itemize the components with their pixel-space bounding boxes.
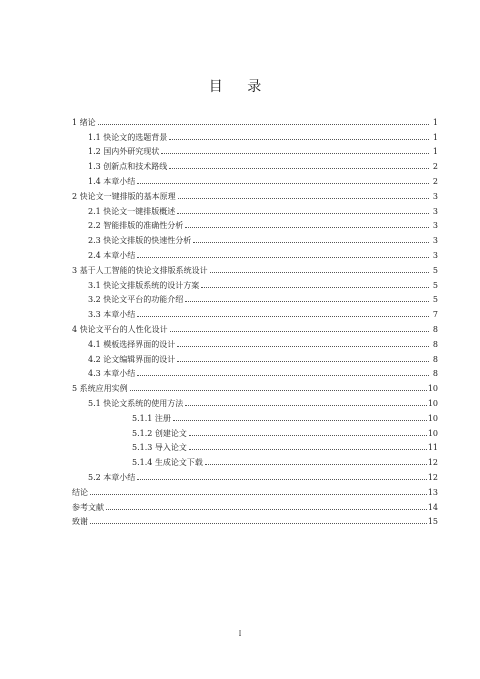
- dot-leader: [169, 139, 429, 140]
- toc-entry-number: 3.2: [88, 295, 104, 305]
- toc-entry-label: 系统应用实例: [79, 384, 128, 394]
- toc-entry[interactable]: [72, 186, 438, 201]
- toc-entry-page: 8: [432, 339, 438, 349]
- dot-leader: [185, 227, 429, 228]
- toc-entry[interactable]: [72, 290, 438, 305]
- toc-entry-label: 快论文排版系统的设计方案: [103, 280, 200, 290]
- toc-entry-page: 1: [432, 117, 438, 127]
- toc-entry[interactable]: [72, 512, 438, 527]
- toc-entry-number: 2.4: [88, 250, 104, 260]
- toc-entry[interactable]: [72, 467, 438, 482]
- toc-entry-number: 5.1.2: [132, 428, 155, 438]
- toc-entry-page: 12: [427, 472, 438, 482]
- toc-entry[interactable]: [72, 216, 438, 231]
- toc-entry-page: 15: [427, 517, 438, 527]
- dot-leader: [98, 124, 429, 125]
- toc-entry-number: 2.2: [88, 221, 104, 231]
- toc-entry-number: 4: [72, 324, 80, 334]
- toc-entry[interactable]: [72, 319, 438, 334]
- toc-entry-page: 8: [432, 324, 438, 334]
- toc-entry[interactable]: [72, 438, 438, 453]
- toc-entry-page: 8: [432, 369, 438, 379]
- toc-entry-label: 致谢: [72, 517, 88, 527]
- toc-entry-page: 8: [432, 354, 438, 364]
- toc-entry[interactable]: [72, 127, 438, 142]
- toc-entry-label: 基于人工智能的快论文排版系统设计: [79, 265, 208, 275]
- dot-leader: [173, 420, 427, 421]
- toc-entry[interactable]: [72, 378, 438, 393]
- toc-entry-label: 本章小结: [103, 369, 136, 379]
- toc-entry-page: 1: [432, 147, 438, 157]
- toc-entry-label: 国内外研究现状: [103, 147, 160, 157]
- toc-entry-label: 生成论文下载: [154, 458, 203, 468]
- table-of-contents: [72, 112, 438, 526]
- dot-leader: [106, 509, 427, 510]
- toc-entry-number: 1.3: [88, 162, 104, 172]
- dot-leader: [177, 361, 429, 362]
- dot-leader: [201, 287, 429, 288]
- toc-entry[interactable]: [72, 408, 438, 423]
- toc-entry[interactable]: [72, 423, 438, 438]
- dot-leader: [90, 523, 427, 524]
- toc-entry-page: 1: [432, 132, 438, 142]
- toc-entry-label: 快论文一键排版的基本原理: [79, 191, 176, 201]
- toc-entry-page: 10: [427, 428, 438, 438]
- dot-leader: [177, 213, 429, 214]
- dot-leader: [193, 242, 429, 243]
- toc-entry-page: 7: [432, 310, 438, 320]
- toc-entry-page: 2: [432, 176, 438, 186]
- toc-entry-number: 5.1.4: [132, 458, 155, 468]
- toc-entry-page: 5: [432, 280, 438, 290]
- toc-entry-number: 5.1.1: [132, 413, 155, 423]
- toc-entry-number: 1: [72, 117, 80, 127]
- toc-entry[interactable]: [72, 304, 438, 319]
- toc-entry-page: 14: [427, 502, 438, 512]
- toc-entry-number: 4.2: [88, 354, 104, 364]
- toc-entry-number: 5: [72, 384, 80, 394]
- toc-entry-number: 5.1.3: [132, 443, 155, 453]
- toc-entry-page: 3: [432, 250, 438, 260]
- toc-entry-label: 快论文平台的功能介绍: [103, 295, 184, 305]
- toc-entry-label: 智能排版的准确性分析: [103, 221, 184, 231]
- dot-leader: [210, 272, 429, 273]
- toc-entry-number: 4.1: [88, 339, 104, 349]
- toc-entry-page: 5: [432, 295, 438, 305]
- dot-leader: [137, 316, 429, 317]
- toc-entry-label: 参考文献: [72, 502, 104, 512]
- dot-leader: [161, 153, 429, 154]
- dot-leader: [177, 346, 429, 347]
- toc-entry[interactable]: [72, 275, 438, 290]
- toc-entry[interactable]: [72, 452, 438, 467]
- toc-entry-page: 2: [432, 162, 438, 172]
- toc-entry-label: 论文编辑界面的设计: [103, 354, 176, 364]
- toc-entry-page: 3: [432, 221, 438, 231]
- toc-entry-label: 快论文一键排版概述: [103, 206, 176, 216]
- dot-leader: [137, 257, 429, 258]
- dot-leader: [185, 405, 427, 406]
- toc-entry[interactable]: [72, 349, 438, 364]
- toc-entry[interactable]: [72, 201, 438, 216]
- dot-leader: [178, 198, 429, 199]
- toc-entry-number: 5.2: [88, 472, 104, 482]
- toc-entry[interactable]: [72, 142, 438, 157]
- dot-leader: [189, 435, 427, 436]
- dot-leader: [185, 301, 429, 302]
- toc-entry-number: 1.4: [88, 176, 104, 186]
- dot-leader: [169, 168, 429, 169]
- toc-entry-page: 10: [427, 398, 438, 408]
- toc-entry-label: 本章小结: [103, 176, 136, 186]
- toc-entry-number: 5.1: [88, 398, 104, 408]
- toc-entry-page: 10: [427, 384, 438, 394]
- toc-entry-number: 2.1: [88, 206, 104, 216]
- toc-entry-label: 创新点和技术路线: [103, 162, 168, 172]
- toc-entry-number: 3: [72, 265, 80, 275]
- dot-leader: [130, 390, 427, 391]
- toc-entry-label: 本章小结: [103, 310, 136, 320]
- dot-leader: [170, 331, 429, 332]
- toc-entry[interactable]: [72, 245, 438, 260]
- toc-entry-page: 3: [432, 206, 438, 216]
- toc-entry-label: 绪论: [79, 117, 96, 127]
- toc-entry[interactable]: [72, 334, 438, 349]
- toc-entry-number: 2: [72, 191, 80, 201]
- dot-leader: [205, 464, 427, 465]
- toc-entry[interactable]: [72, 156, 438, 171]
- toc-entry[interactable]: [72, 482, 438, 497]
- toc-entry-label: 快论文平台的人性化设计: [79, 324, 168, 334]
- page-number: I: [238, 630, 242, 638]
- toc-entry-label: 本章小结: [103, 250, 136, 260]
- toc-entry-page: 12: [427, 458, 438, 468]
- toc-entry-page: 5: [432, 265, 438, 275]
- toc-entry-number: 3.1: [88, 280, 104, 290]
- dot-leader: [137, 479, 427, 480]
- toc-entry-label: 结论: [72, 487, 88, 497]
- toc-title: 目 录: [208, 79, 272, 95]
- dot-leader: [189, 449, 427, 450]
- toc-entry-label: 本章小结: [103, 472, 136, 482]
- toc-entry-label: 快论文排版的快速性分析: [103, 236, 192, 246]
- toc-entry-page: 11: [427, 443, 438, 453]
- toc-entry-label: 快论文系统的使用方法: [103, 398, 184, 408]
- toc-entry[interactable]: [72, 393, 438, 408]
- toc-entry-label: 注册: [154, 413, 171, 423]
- toc-entry-label: 导入论文: [154, 443, 187, 453]
- dot-leader: [137, 375, 429, 376]
- toc-entry-label: 模板选择界面的设计: [103, 339, 176, 349]
- toc-entry-page: 10: [427, 413, 438, 423]
- dot-leader: [90, 494, 427, 495]
- toc-entry-number: 1.2: [88, 147, 104, 157]
- toc-entry-number: 4.3: [88, 369, 104, 379]
- toc-entry[interactable]: [72, 230, 438, 245]
- toc-entry-number: 3.3: [88, 310, 104, 320]
- toc-entry[interactable]: [72, 260, 438, 275]
- toc-entry[interactable]: [72, 112, 438, 127]
- toc-entry-label: 快论文的选题背景: [103, 132, 168, 142]
- toc-entry[interactable]: [72, 364, 438, 379]
- dot-leader: [137, 183, 429, 184]
- toc-entry-page: 3: [432, 236, 438, 246]
- toc-entry-number: 2.3: [88, 236, 104, 246]
- toc-entry-label: 创建论文: [154, 428, 187, 438]
- toc-entry-number: 1.1: [88, 132, 104, 142]
- toc-entry[interactable]: [72, 171, 438, 186]
- toc-entry-page: 3: [432, 191, 438, 201]
- toc-entry-page: 13: [427, 487, 438, 497]
- toc-entry[interactable]: [72, 497, 438, 512]
